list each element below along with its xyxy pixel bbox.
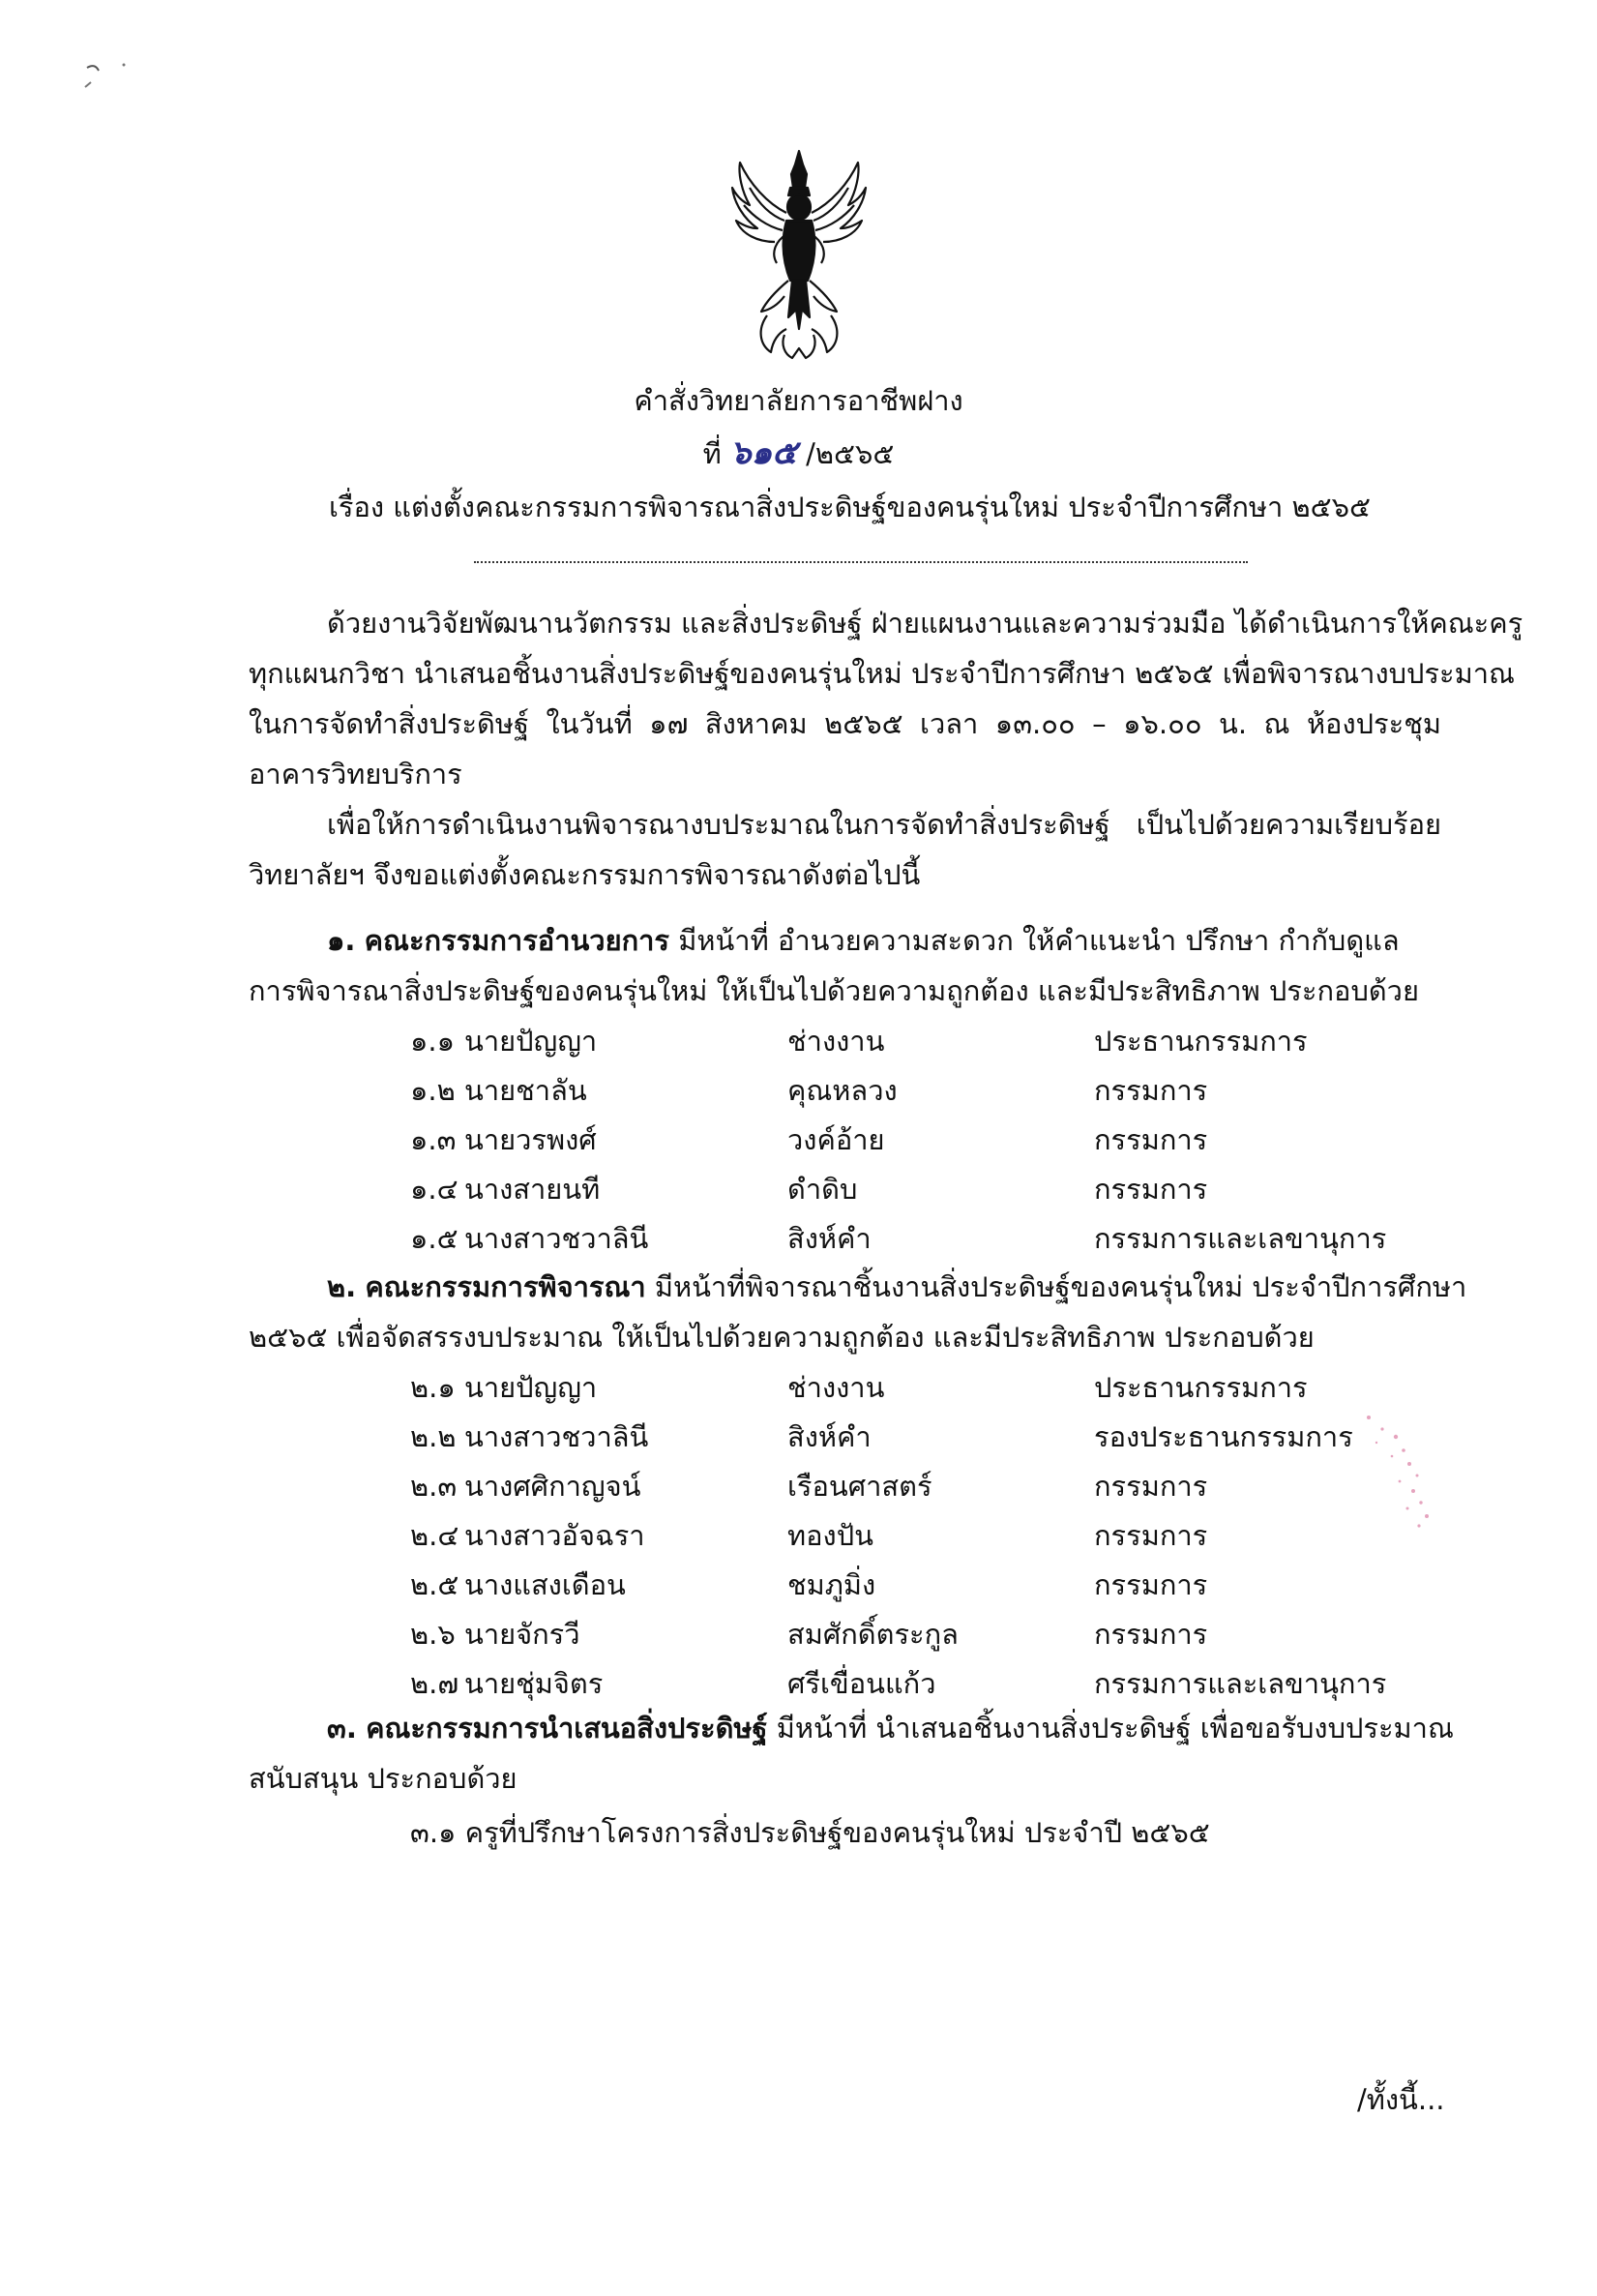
member-name: นางสายนที	[464, 1173, 601, 1206]
order-number-handwritten: ๖๑๕	[730, 433, 797, 472]
member-surname: ศรีเขื่อนแก้ว	[787, 1667, 936, 1700]
member-role: รองประธานกรรมการ	[1094, 1420, 1353, 1453]
intro-p2-line2: วิทยาลัยฯ จึงขอแต่งตั้งคณะกรรมการพิจารณาดังต่อไปนี้	[249, 858, 921, 891]
section1-desc-line1: มีหน้าที่ อำนวยความสะดวก ให้คำแนะนำ ปรึกษา กำกับดูแล	[678, 924, 1400, 957]
section3-heading-line	[327, 1707, 1454, 1749]
member-row	[0, 1564, 1597, 1606]
section2-desc-line1: มีหน้าที่พิจารณาชิ้นงานสิ่งประดิษฐ์ของคนรุ่นใหม่ ประจำปีการศึกษา	[654, 1270, 1467, 1303]
member-role: กรรมการ	[1094, 1173, 1208, 1206]
section3-desc-line1: มีหน้าที่ นำเสนอชิ้นงานสิ่งประดิษฐ์ เพื่อขอรับงบประมาณ	[776, 1712, 1454, 1744]
member-number: ๑.๓	[410, 1123, 457, 1156]
member-surname: สิงห์คำ	[787, 1420, 872, 1453]
member-surname: ชมภูมิ่ง	[787, 1568, 876, 1601]
member-number: ๑.๒	[410, 1074, 456, 1107]
intro-p1-line4: อาคารวิทยบริการ	[249, 758, 462, 790]
section2-heading-line	[327, 1266, 1467, 1308]
member-name: นางแสงเดือน	[464, 1568, 626, 1601]
intro-p1-line1: ด้วยงานวิจัยพัฒนานวัตกรรม และสิ่งประดิษฐ์ ฝ่ายแผนงานและความร่วมมือ ได้ดำเนินการให้คณะครู	[327, 607, 1523, 640]
order-title: คำสั่งวิทยาลัยการอาชีพฝาง	[634, 384, 963, 417]
member-number: ๒.๓	[410, 1470, 458, 1503]
member-role: ประธานกรรมการ	[1094, 1025, 1308, 1058]
member-number: ๑.๔	[410, 1173, 458, 1206]
continued-marker: /ทั้งนี้...	[1357, 2083, 1445, 2116]
garuda-emblem-icon	[728, 145, 870, 363]
member-surname: ดำดิบ	[787, 1173, 858, 1206]
intro-p2-line1: เพื่อให้การดำเนินงานพิจารณางบประมาณในการจัดทำสิ่งประดิษฐ์ เป็นไปด้วยความเรียบร้อย	[327, 808, 1441, 841]
member-role: กรรมการและเลขานุการ	[1094, 1667, 1387, 1700]
section2-heading: คณะกรรมการพิจารณา	[365, 1270, 646, 1303]
member-name: นายปัญญา	[464, 1025, 598, 1058]
member-row	[0, 1069, 1597, 1112]
member-row	[0, 1020, 1597, 1062]
member-row	[0, 1168, 1597, 1210]
member-number: ๑.๑	[410, 1025, 456, 1058]
section3-desc-line2: สนับสนุน ประกอบด้วย	[249, 1762, 518, 1795]
member-number: ๒.๒	[410, 1420, 457, 1453]
member-surname: สิงห์คำ	[787, 1222, 872, 1255]
section1-heading-line	[327, 919, 1441, 962]
member-number: ๒.๔	[410, 1519, 459, 1552]
member-surname: วงค์อ้าย	[787, 1123, 885, 1156]
member-role: กรรมการ	[1094, 1519, 1208, 1552]
order-number-prefix: ที่	[702, 437, 722, 470]
section1-desc-line2: การพิจารณาสิ่งประดิษฐ์ของคนรุ่นใหม่ ให้เป็นไปด้วยความถูกต้อง และมีประสิทธิภาพ ประกอบด้วย	[249, 974, 1419, 1007]
member-row	[0, 1217, 1597, 1260]
member-number: ๑.๕	[410, 1222, 458, 1255]
order-number	[0, 432, 1597, 475]
member-role: กรรมการ	[1094, 1074, 1208, 1107]
intro-p1-line2: ทุกแผนกวิชา นำเสนอชิ้นงานสิ่งประดิษฐ์ของคนรุ่นใหม่ ประจำปีการศึกษา ๒๕๖๕ เพื่อพิจารณางบประมาณ	[249, 657, 1515, 690]
member-number: ๒.๗	[410, 1667, 459, 1700]
member-surname: ทองปัน	[787, 1519, 873, 1552]
member-role: กรรมการ	[1094, 1618, 1208, 1651]
member-role: ประธานกรรมการ	[1094, 1371, 1308, 1404]
stamp-mark	[1349, 1408, 1436, 1534]
section1-heading: คณะกรรมการอำนวยการ	[364, 924, 670, 957]
section3-heading: คณะกรรมการนำเสนอสิ่งประดิษฐ์	[366, 1712, 768, 1744]
header-divider	[474, 561, 1248, 563]
member-name: นายชาลัน	[464, 1074, 587, 1107]
section1-num: ๑.	[327, 924, 356, 957]
member-row	[0, 1366, 1597, 1409]
order-number-suffix: /๒๕๖๕	[806, 437, 895, 470]
section3-item: ๓.๑ ครูที่ปรึกษาโครงการสิ่งประดิษฐ์ของคนรุ่นใหม่ ประจำปี ๒๕๖๕	[410, 1816, 1210, 1849]
member-name: นายชุ่มจิตร	[464, 1667, 604, 1700]
member-number: ๒.๑	[410, 1371, 456, 1404]
section3-num: ๓.	[327, 1712, 357, 1744]
member-row	[0, 1118, 1597, 1161]
member-role: กรรมการ	[1094, 1568, 1208, 1601]
member-number: ๒.๖	[410, 1618, 456, 1651]
section2-num: ๒.	[327, 1270, 357, 1303]
member-name: นายจักรวี	[464, 1618, 580, 1651]
member-surname: ช่างงาน	[787, 1025, 885, 1058]
intro-p1-line3: ในการจัดทำสิ่งประดิษฐ์ ในวันที่ ๑๗ สิงหาคม ๒๕๖๕ เวลา ๑๓.๐๐ – ๑๖.๐๐ น. ณ ห้องประชุม	[249, 707, 1441, 740]
member-name: นายวรพงศ์	[464, 1123, 597, 1156]
order-subject: เรื่อง แต่งตั้งคณะกรรมการพิจารณาสิ่งประดิษฐ์ของคนรุ่นใหม่ ประจำปีการศึกษา ๒๕๖๕	[329, 491, 1371, 523]
member-name: นางสาวชวาลินี	[464, 1222, 649, 1255]
member-row	[0, 1662, 1597, 1705]
member-row	[0, 1613, 1597, 1655]
member-surname: สมศักดิ์ตระกูล	[787, 1618, 959, 1651]
member-number: ๒.๕	[410, 1568, 459, 1601]
member-name: นางศศิกาญจน์	[464, 1470, 641, 1503]
member-name: นายปัญญา	[464, 1371, 598, 1404]
member-surname: ช่างงาน	[787, 1371, 885, 1404]
member-surname: คุณหลวง	[787, 1074, 898, 1107]
member-name: นางสาวชวาลินี	[464, 1420, 649, 1453]
scan-mark	[77, 53, 145, 102]
member-surname: เรือนศาสตร์	[787, 1470, 932, 1503]
member-role: กรรมการ	[1094, 1470, 1208, 1503]
section2-desc-line2: ๒๕๖๕ เพื่อจัดสรรงบประมาณ ให้เป็นไปด้วยความถูกต้อง และมีประสิทธิภาพ ประกอบด้วย	[249, 1321, 1315, 1354]
member-role: กรรมการและเลขานุการ	[1094, 1222, 1387, 1255]
member-role: กรรมการ	[1094, 1123, 1208, 1156]
member-name: นางสาวอัจฉรา	[464, 1519, 645, 1552]
